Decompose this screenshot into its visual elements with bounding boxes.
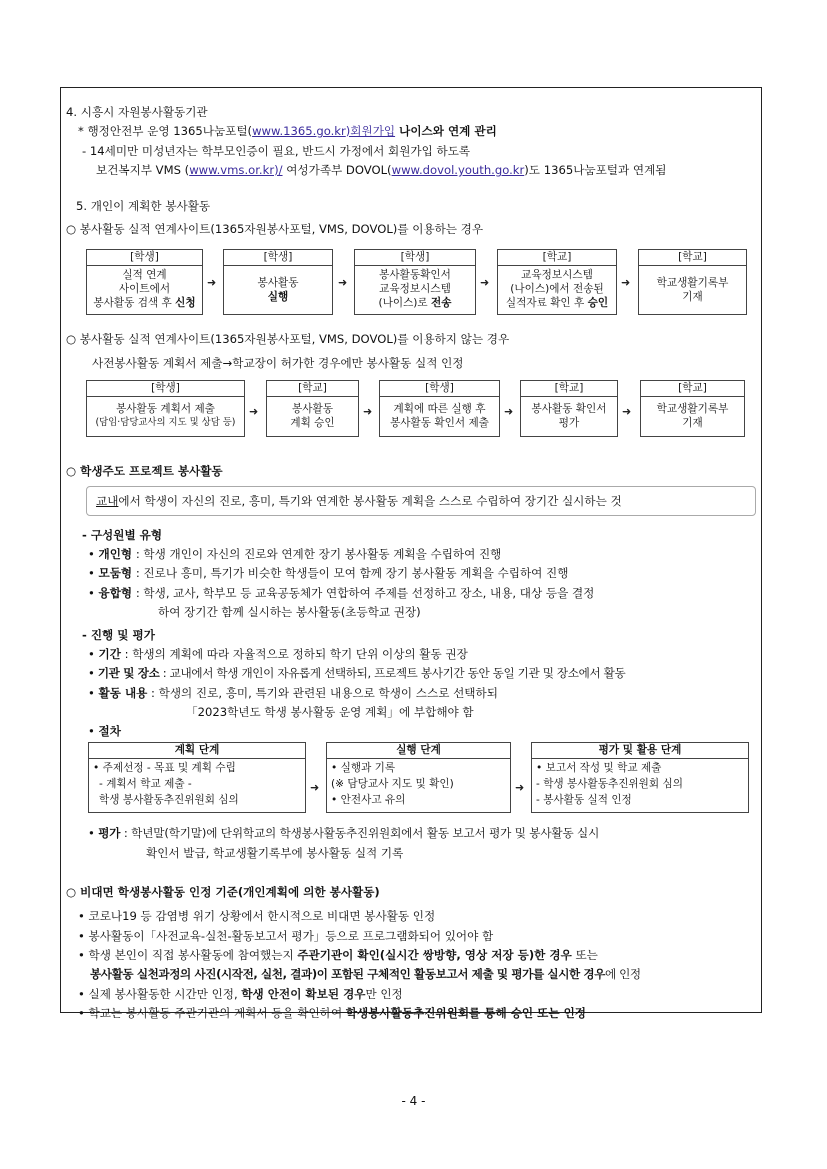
- flow1-step-1-line: 사이트에서: [118, 283, 171, 295]
- flow1-step-2-emph: 실행: [267, 291, 289, 303]
- flow2-step-5-role: [학교]: [641, 381, 744, 397]
- stage-head: 실행 단계: [327, 743, 510, 759]
- flow2-step-2-role: [학교]: [267, 381, 358, 397]
- stage-line: - 학생 봉사활동추진위원회 심의: [536, 778, 683, 790]
- stage-plan: [88, 742, 306, 813]
- evaluation-item: • 평가 : 학년말(학기말)에 단위학교의 학생봉사활동추진위원회에서 활동 보고서 평가 및 봉사활동 실시: [88, 826, 600, 840]
- flow1-step-3: [354, 249, 476, 315]
- evaluation-value: : 학년말(학기말)에 단위학교의 학생봉사활동추진위원회에서 활동 보고서 평가 및 봉사활동 실시: [120, 826, 600, 840]
- remote-bullet: [78, 987, 403, 1002]
- remote-text: 만 인정: [365, 987, 403, 1001]
- remote-emph: 학생 안전이 확보된 경우: [241, 987, 366, 1001]
- type-key: 개인형: [98, 547, 133, 561]
- remote-text: 에 인정: [605, 967, 641, 981]
- arrow-icon: ➜: [622, 405, 632, 418]
- progress-item: • 기간 : 학생의 계획에 따라 자율적으로 정하되 학기 단위 이상의 활동 권장: [88, 647, 468, 661]
- dovol-text: 여성가족부 DOVOL(: [282, 163, 392, 177]
- flow1-step-1-role: [학생]: [87, 250, 202, 266]
- stage-evaluate: [531, 742, 749, 813]
- signup-link[interactable]: )회원가입: [345, 124, 396, 138]
- flow2-step-3-line: 봉사활동 확인서 제출: [390, 417, 489, 429]
- stage-line: • 안전사고 유의: [331, 794, 406, 806]
- page-number: - 4 -: [401, 1094, 426, 1108]
- type-item: • 개인형 : 학생 개인이 자신의 진로와 연계한 장기 봉사활동 계획을 수립하여 진행: [88, 547, 502, 561]
- link-dovol[interactable]: www.dovol.youth.go.kr: [391, 163, 525, 177]
- flow2-step-3-line: 계획에 따른 실행 후: [393, 403, 486, 415]
- progress-key: 기간: [98, 647, 121, 661]
- type-key: 모둠형: [98, 566, 133, 580]
- flow2-subtitle: 사전봉사활동 계획서 제출→학교장이 허가한 경우에만 봉사활동 실적 인정: [92, 356, 464, 370]
- type-value: : 학생, 교사, 학부모 등 교육공동체가 연합하여 주제를 선정하고 장소, 내용, 대상 등을 결정: [132, 586, 595, 600]
- remote-bullet: [78, 948, 598, 963]
- flow2-step-4-line: 봉사활동 확인서: [531, 403, 607, 415]
- procedure-key: 절차: [98, 724, 121, 738]
- flow1-step-1-line: 실적 연계: [122, 269, 167, 281]
- remote-emph: 학생봉사활동추진위원회를 통해 승인 또는 인정: [345, 1006, 586, 1020]
- section-5-title: 5. 개인이 계획한 봉사활동: [76, 199, 211, 213]
- flow1-step-3-line: 교육정보시스템: [379, 283, 451, 295]
- flow1-step-4-line: 실적자료 확인 후: [505, 297, 588, 309]
- flow1-step-3-line: 봉사활동확인서: [379, 269, 451, 281]
- portal-text: * 행정안전부 운영 1365나눔포털(: [78, 124, 253, 138]
- section-4-line-2: - 14세미만 미성년자는 학부모인증이 필요, 반드시 가정에서 회원가입 하도록: [82, 144, 471, 158]
- flow1-step-1-emph: 신청: [175, 297, 196, 309]
- remote-title: ○ 비대면 학생봉사활동 인정 기준(개인계획에 의한 봉사활동): [66, 885, 380, 899]
- remote-bullet-cont: [90, 967, 641, 982]
- stage-line: - 봉사활동 실적 인정: [536, 794, 632, 806]
- flow2-step-1-role: [학생]: [87, 381, 244, 397]
- flow1-step-1-line: 봉사활동 검색 후: [93, 297, 176, 309]
- flow1-step-2: [223, 249, 333, 315]
- flow1-step-2-line: 봉사활동: [257, 277, 299, 289]
- evaluation-key: 평가: [98, 826, 121, 840]
- flow1-step-5-line: 학교생활기록부: [656, 277, 729, 289]
- remote-bullet: [78, 1006, 586, 1021]
- neis-text: 나이스와 연계 관리: [395, 124, 497, 138]
- progress-value: : 교내에서 학생 개인이 자유롭게 선택하되, 프로젝트 봉사기간 동안 동일 기관 및 장소에서 활동: [159, 666, 626, 680]
- stage-line: - 계획서 학교 제출 -: [99, 778, 192, 790]
- flow1-title: ○ 봉사활동 실적 연계사이트(1365자원봉사포털, VMS, DOVOL)를 이용하는 경우: [66, 222, 484, 236]
- vms-text: 보건복지부 VMS (: [96, 163, 190, 177]
- progress-value: : 학생의 계획에 따라 자율적으로 정하되 학기 단위 이상의 활동 권장: [120, 647, 468, 661]
- flow1-step-5: [638, 249, 747, 315]
- flow2-step-2-line: 봉사활동: [292, 403, 333, 415]
- arrow-icon: ➜: [310, 781, 320, 794]
- flow2-step-5-line: 기재: [682, 417, 703, 429]
- remote-emph: 봉사활동 실천과정의 사진(시작전, 실천, 결과)이 포함된 구체적인 활동보고서 제출 및 평가를 실시한 경우: [90, 967, 606, 981]
- progress-key: 활동 내용: [98, 686, 148, 700]
- stage-head: 계획 단계: [89, 743, 305, 759]
- remote-bullet: • 코로나19 등 감염병 위기 상황에서 한시적으로 비대면 봉사활동 인정: [78, 909, 436, 923]
- progress-heading: - 진행 및 평가: [82, 628, 155, 642]
- flow1-step-3-line: (나이스)로: [378, 297, 432, 309]
- stage-line: 학생 봉사활동추진위원회 심의: [99, 794, 239, 806]
- flow2-step-1-line: (담임·담당교사의 지도 및 상담 등): [95, 417, 236, 428]
- stage-line: (※ 담당교사 지도 및 확인): [331, 778, 454, 790]
- progress-value: : 학생의 진로, 흥미, 특기와 관련된 내용으로 학생이 스스로 선택하되: [147, 686, 498, 700]
- remote-text: • 학교는 봉사활동 주관기관의 계획서 등을 확인하여: [78, 1006, 346, 1020]
- flow1-step-3-role: [학생]: [355, 250, 475, 266]
- stage-line: • 보고서 작성 및 학교 제출: [536, 762, 662, 774]
- project-definition: [96, 494, 622, 509]
- flow2-step-5: [640, 380, 745, 437]
- progress-key: 기관 및 장소: [97, 666, 160, 680]
- flow1-step-4-emph: 승인: [587, 297, 609, 309]
- flow1-step-4-role: [학교]: [498, 250, 616, 266]
- arrow-icon: ➜: [338, 276, 348, 289]
- flow1-step-5-line: 기재: [682, 291, 703, 303]
- linked-text: )도 1365나눔포털과 연계됨: [524, 163, 667, 177]
- definition-underline: 교내: [96, 494, 119, 508]
- flow2-step-4: [520, 380, 618, 437]
- stage-line: • 실행과 기록: [331, 762, 396, 774]
- link-1365[interactable]: www.1365.go.kr: [252, 124, 346, 138]
- flow2-step-2-line: 계획 승인: [290, 417, 335, 429]
- type-value: : 진로나 흥미, 특기가 비슷한 학생들이 모여 함께 장기 봉사활동 계획을 수립하여 진행: [132, 566, 569, 580]
- definition-text: 에서 학생이 자신의 진로, 흥미, 특기와 연계한 봉사활동 계획을 스스로 수립하여 장기간 실시하는 것: [118, 494, 622, 508]
- arrow-icon: ➜: [515, 781, 525, 794]
- arrow-icon: ➜: [249, 405, 259, 418]
- section-4-title: 4. 시흥시 자원봉사활동기관: [66, 105, 208, 119]
- remote-text: 또는: [571, 948, 598, 962]
- type-value: : 학생 개인이 자신의 진로와 연계한 장기 봉사활동 계획을 수립하여 진행: [132, 547, 502, 561]
- arrow-icon: ➜: [504, 405, 514, 418]
- stage-execute: [326, 742, 511, 813]
- types-heading: - 구성원별 유형: [82, 528, 163, 542]
- remote-text: • 학생 본인이 직접 봉사활동에 참여했는지: [78, 948, 298, 962]
- flow1-step-4-line: (나이스)에서 전송된: [510, 283, 604, 295]
- flow2-step-1: [86, 380, 245, 437]
- project-title: ○ 학생주도 프로젝트 봉사활동: [66, 464, 223, 478]
- progress-item-cont: 「2023학년도 학생 봉사활동 운영 계획」에 부합해야 함: [186, 705, 474, 719]
- remote-emph: 주관기관이 확인(실시간 쌍방향, 영상 저장 등)한 경우: [297, 948, 572, 962]
- procedure-item: • 절차: [88, 724, 121, 738]
- flow2-step-3-role: [학생]: [380, 381, 499, 397]
- link-vms[interactable]: www.vms.or.kr)/: [189, 163, 283, 177]
- flow1-step-3-emph: 전송: [431, 297, 452, 309]
- flow1-step-1: [86, 249, 203, 315]
- type-item-cont: 하여 장기간 함께 실시하는 봉사활동(초등학교 권장): [158, 605, 421, 619]
- arrow-icon: ➜: [480, 276, 490, 289]
- stage-line: • 주제선정 - 목표 및 계획 수립: [93, 762, 236, 774]
- flow2-step-5-line: 학교생활기록부: [656, 403, 729, 415]
- section-4-line-1: [78, 124, 497, 139]
- flow2-step-3: [379, 380, 500, 437]
- stage-head: 평가 및 활용 단계: [532, 743, 748, 759]
- flow2-step-2: [266, 380, 359, 437]
- flow2-step-4-role: [학교]: [521, 381, 617, 397]
- section-4-line-3: [96, 163, 666, 178]
- flow1-step-4: [497, 249, 617, 315]
- progress-item: • 기관 및 장소 : 교내에서 학생 개인이 자유롭게 선택하되, 프로젝트 봉사기간 동안 동일 기관 및 장소에서 활동: [88, 666, 626, 680]
- flow1-step-2-role: [학생]: [224, 250, 332, 266]
- flow2-title: ○ 봉사활동 실적 연계사이트(1365자원봉사포털, VMS, DOVOL)를 이용하지 않는 경우: [66, 332, 510, 346]
- flow1-step-4-line: 교육정보시스템: [521, 269, 593, 281]
- arrow-icon: ➜: [621, 276, 631, 289]
- flow1-step-5-role: [학교]: [639, 250, 746, 266]
- progress-item: • 활동 내용 : 학생의 진로, 흥미, 특기와 관련된 내용으로 학생이 스스로 선택하되: [88, 686, 498, 700]
- evaluation-cont: 확인서 발급, 학교생활기록부에 봉사활동 실적 기록: [146, 846, 404, 860]
- remote-bullet: • 봉사활동이「사전교육-실천-활동보고서 평가」등으로 프로그램화되어 있어야 함: [78, 929, 494, 943]
- flow2-step-1-line: 봉사활동 계획서 제출: [116, 403, 215, 415]
- type-key: 융합형: [98, 586, 133, 600]
- remote-text: • 실제 봉사활동한 시간만 인정,: [78, 987, 242, 1001]
- type-item: • 융합형 : 학생, 교사, 학부모 등 교육공동체가 연합하여 주제를 선정하고 장소, 내용, 대상 등을 결정: [88, 586, 595, 600]
- arrow-icon: ➜: [207, 276, 217, 289]
- flow2-step-4-line: 평가: [558, 417, 580, 429]
- type-item: • 모둠형 : 진로나 흥미, 특기가 비슷한 학생들이 모여 함께 장기 봉사활동 계획을 수립하여 진행: [88, 566, 569, 580]
- arrow-icon: ➜: [363, 405, 373, 418]
